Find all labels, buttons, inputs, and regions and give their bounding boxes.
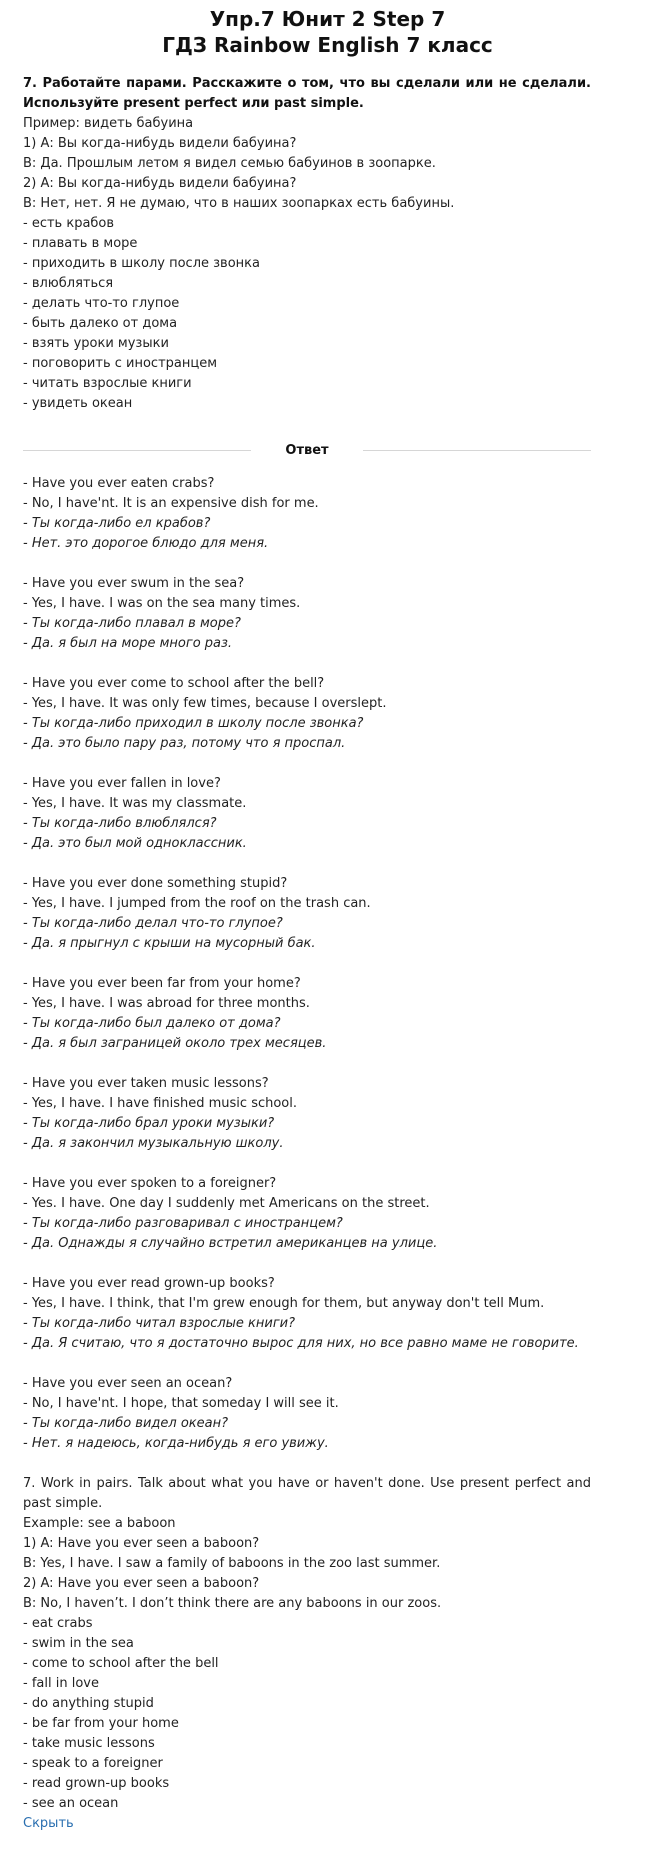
answer-block [23,574,591,654]
task-ru-line: - приходить в школу после звонка [23,256,260,271]
task-ru-line: - влюбляться [23,276,114,291]
answer-question-en: - Have you ever taken music lessons? [23,1076,269,1091]
task-ru-lines [23,114,591,414]
task-en-line: - fall in love [23,1676,99,1691]
answers-list [23,474,591,1454]
task-en-lines [23,1514,591,1814]
task-en-line: - see an ocean [23,1796,119,1811]
task-en-line: 1) A: Have you ever seen a baboon? [23,1536,260,1551]
answer-reply-ru: - Да. я закончил музыкальную школу. [23,1136,284,1151]
task-en-line: - read grown-up books [23,1776,170,1791]
task-ru-line: - быть далеко от дома [23,316,178,331]
task-en-line: - eat crabs [23,1616,93,1631]
answer-question-en: - Have you ever fallen in love? [23,776,221,791]
answer-block [23,1274,591,1354]
separator-rule-left [23,450,251,451]
answer-reply-ru: - Да. Я считаю, что я достаточно вырос для них, но все равно маме не говорите. [23,1336,579,1351]
answer-block [23,874,591,954]
answer-reply-ru: - Нет. это дорогое блюдо для меня. [23,536,269,551]
answer-label: Ответ [285,442,329,458]
answer-reply-en: - Yes, I have. I think, that I'm grew enough for them, but anyway don't tell Mum. [23,1296,545,1311]
answer-question-ru: - Ты когда-либо приходил в школу после звонка? [23,716,364,731]
task-en-instruction: 7. Work in pairs. Talk about what you have or haven't done. Use present perfect and past simple. [23,1476,591,1511]
answer-question-ru: - Ты когда-либо плавал в море? [23,616,241,631]
task-ru-line: - плавать в море [23,236,138,251]
answer-reply-ru: - Да. это был мой одноклассник. [23,836,247,851]
answer-reply-en: - Yes, I have. I jumped from the roof on the trash can. [23,896,371,911]
content [23,74,591,1834]
task-ru-line: 1) А: Вы когда-нибудь видели бабуина? [23,136,297,151]
answer-question-en: - Have you ever eaten crabs? [23,476,215,491]
task-ru-line: - есть крабов [23,216,115,231]
page-title [0,0,655,58]
task-en-line: - speak to a foreigner [23,1756,163,1771]
task-en-line: - swim in the sea [23,1636,134,1651]
answer-question-ru: - Ты когда-либо брал уроки музыки? [23,1116,275,1131]
separator-rule-right [363,450,591,451]
answer-question-en: - Have you ever spoken to a foreigner? [23,1176,277,1191]
title-line-2: ГДЗ Rainbow English 7 класс [162,33,493,57]
answer-question-ru: - Ты когда-либо влюблялся? [23,816,217,831]
answer-question-ru: - Ты когда-либо ел крабов? [23,516,211,531]
answer-reply-ru: - Нет. я надеюсь, когда-нибудь я его увижу. [23,1436,329,1451]
answer-block [23,774,591,854]
answer-question-ru: - Ты когда-либо читал взрослые книги? [23,1316,296,1331]
answer-question-ru: - Ты когда-либо делал что-то глупое? [23,916,283,931]
task-ru-line: В: Нет, нет. Я не думаю, что в наших зоопарках есть бабуины. [23,196,455,211]
task-en-line: Example: see a baboon [23,1516,176,1531]
task-en-line: - be far from your home [23,1716,179,1731]
task-ru-line: 2) А: Вы когда-нибудь видели бабуина? [23,176,297,191]
task-en-line: - take music lessons [23,1736,155,1751]
answer-question-en: - Have you ever seen an ocean? [23,1376,233,1391]
task-ru-instruction: 7. Работайте парами. Расскажите о том, что вы сделали или не сделали. Используйте present perfect или past simple. [23,76,591,111]
task-en-line: - come to school after the bell [23,1656,219,1671]
task-en [23,1474,591,1814]
task-en-line: - do anything stupid [23,1696,154,1711]
answer-reply-en: - Yes, I have. I have finished music school. [23,1096,298,1111]
answer-reply-en: - Yes, I have. It was only few times, because I overslept. [23,696,387,711]
answer-block [23,1074,591,1154]
task-en-line: B: No, I haven’t. I don’t think there are any baboons in our zoos. [23,1596,442,1611]
title-line-1: Упр.7 Юнит 2 Step 7 [209,7,446,31]
answer-block [23,674,591,754]
answer-reply-ru: - Да. Однажды я случайно встретил американцев на улице. [23,1236,438,1251]
answer-block [23,974,591,1054]
answer-block [23,474,591,554]
answer-question-en: - Have you ever been far from your home? [23,976,301,991]
task-ru-line: В: Да. Прошлым летом я видел семью бабуинов в зоопарке. [23,156,436,171]
task-ru-line: - увидеть океан [23,396,133,411]
answer-reply-en: - Yes, I have. I was on the sea many times. [23,596,301,611]
task-en-line: B: Yes, I have. I saw a family of baboons in the zoo last summer. [23,1556,441,1571]
answer-question-en: - Have you ever swum in the sea? [23,576,245,591]
hide-link[interactable]: Скрыть [23,1816,74,1831]
answer-block [23,1174,591,1254]
answer-reply-en: - Yes, I have. I was abroad for three months. [23,996,310,1011]
answer-block [23,1374,591,1454]
answer-reply-ru: - Да. я прыгнул с крыши на мусорный бак. [23,936,316,951]
task-ru-line: - поговорить с иностранцем [23,356,218,371]
task-ru-line: - читать взрослые книги [23,376,192,391]
answer-question-en: - Have you ever done something stupid? [23,876,288,891]
answer-reply-en: - Yes, I have. It was my classmate. [23,796,247,811]
answer-reply-en: - Yes. I have. One day I suddenly met Americans on the street. [23,1196,430,1211]
answer-question-ru: - Ты когда-либо разговаривал с иностранцем? [23,1216,343,1231]
task-ru-line: - взять уроки музыки [23,336,169,351]
answer-question-ru: - Ты когда-либо был далеко от дома? [23,1016,281,1031]
answer-separator [23,440,591,460]
answer-reply-ru: - Да. это было пару раз, потому что я проспал. [23,736,346,751]
answer-question-ru: - Ты когда-либо видел океан? [23,1416,229,1431]
task-ru-line: - делать что-то глупое [23,296,180,311]
answer-question-en: - Have you ever come to school after the bell? [23,676,325,691]
answer-reply-ru: - Да. я был на море много раз. [23,636,233,651]
task-ru-line: Пример: видеть бабуина [23,116,194,131]
answer-question-en: - Have you ever read grown-up books? [23,1276,275,1291]
answer-reply-ru: - Да. я был заграницей около трех месяцев. [23,1036,327,1051]
answer-reply-en: - No, I have'nt. I hope, that someday I will see it. [23,1396,339,1411]
task-en-line: 2) A: Have you ever seen a baboon? [23,1576,260,1591]
answer-reply-en: - No, I have'nt. It is an expensive dish for me. [23,496,319,511]
